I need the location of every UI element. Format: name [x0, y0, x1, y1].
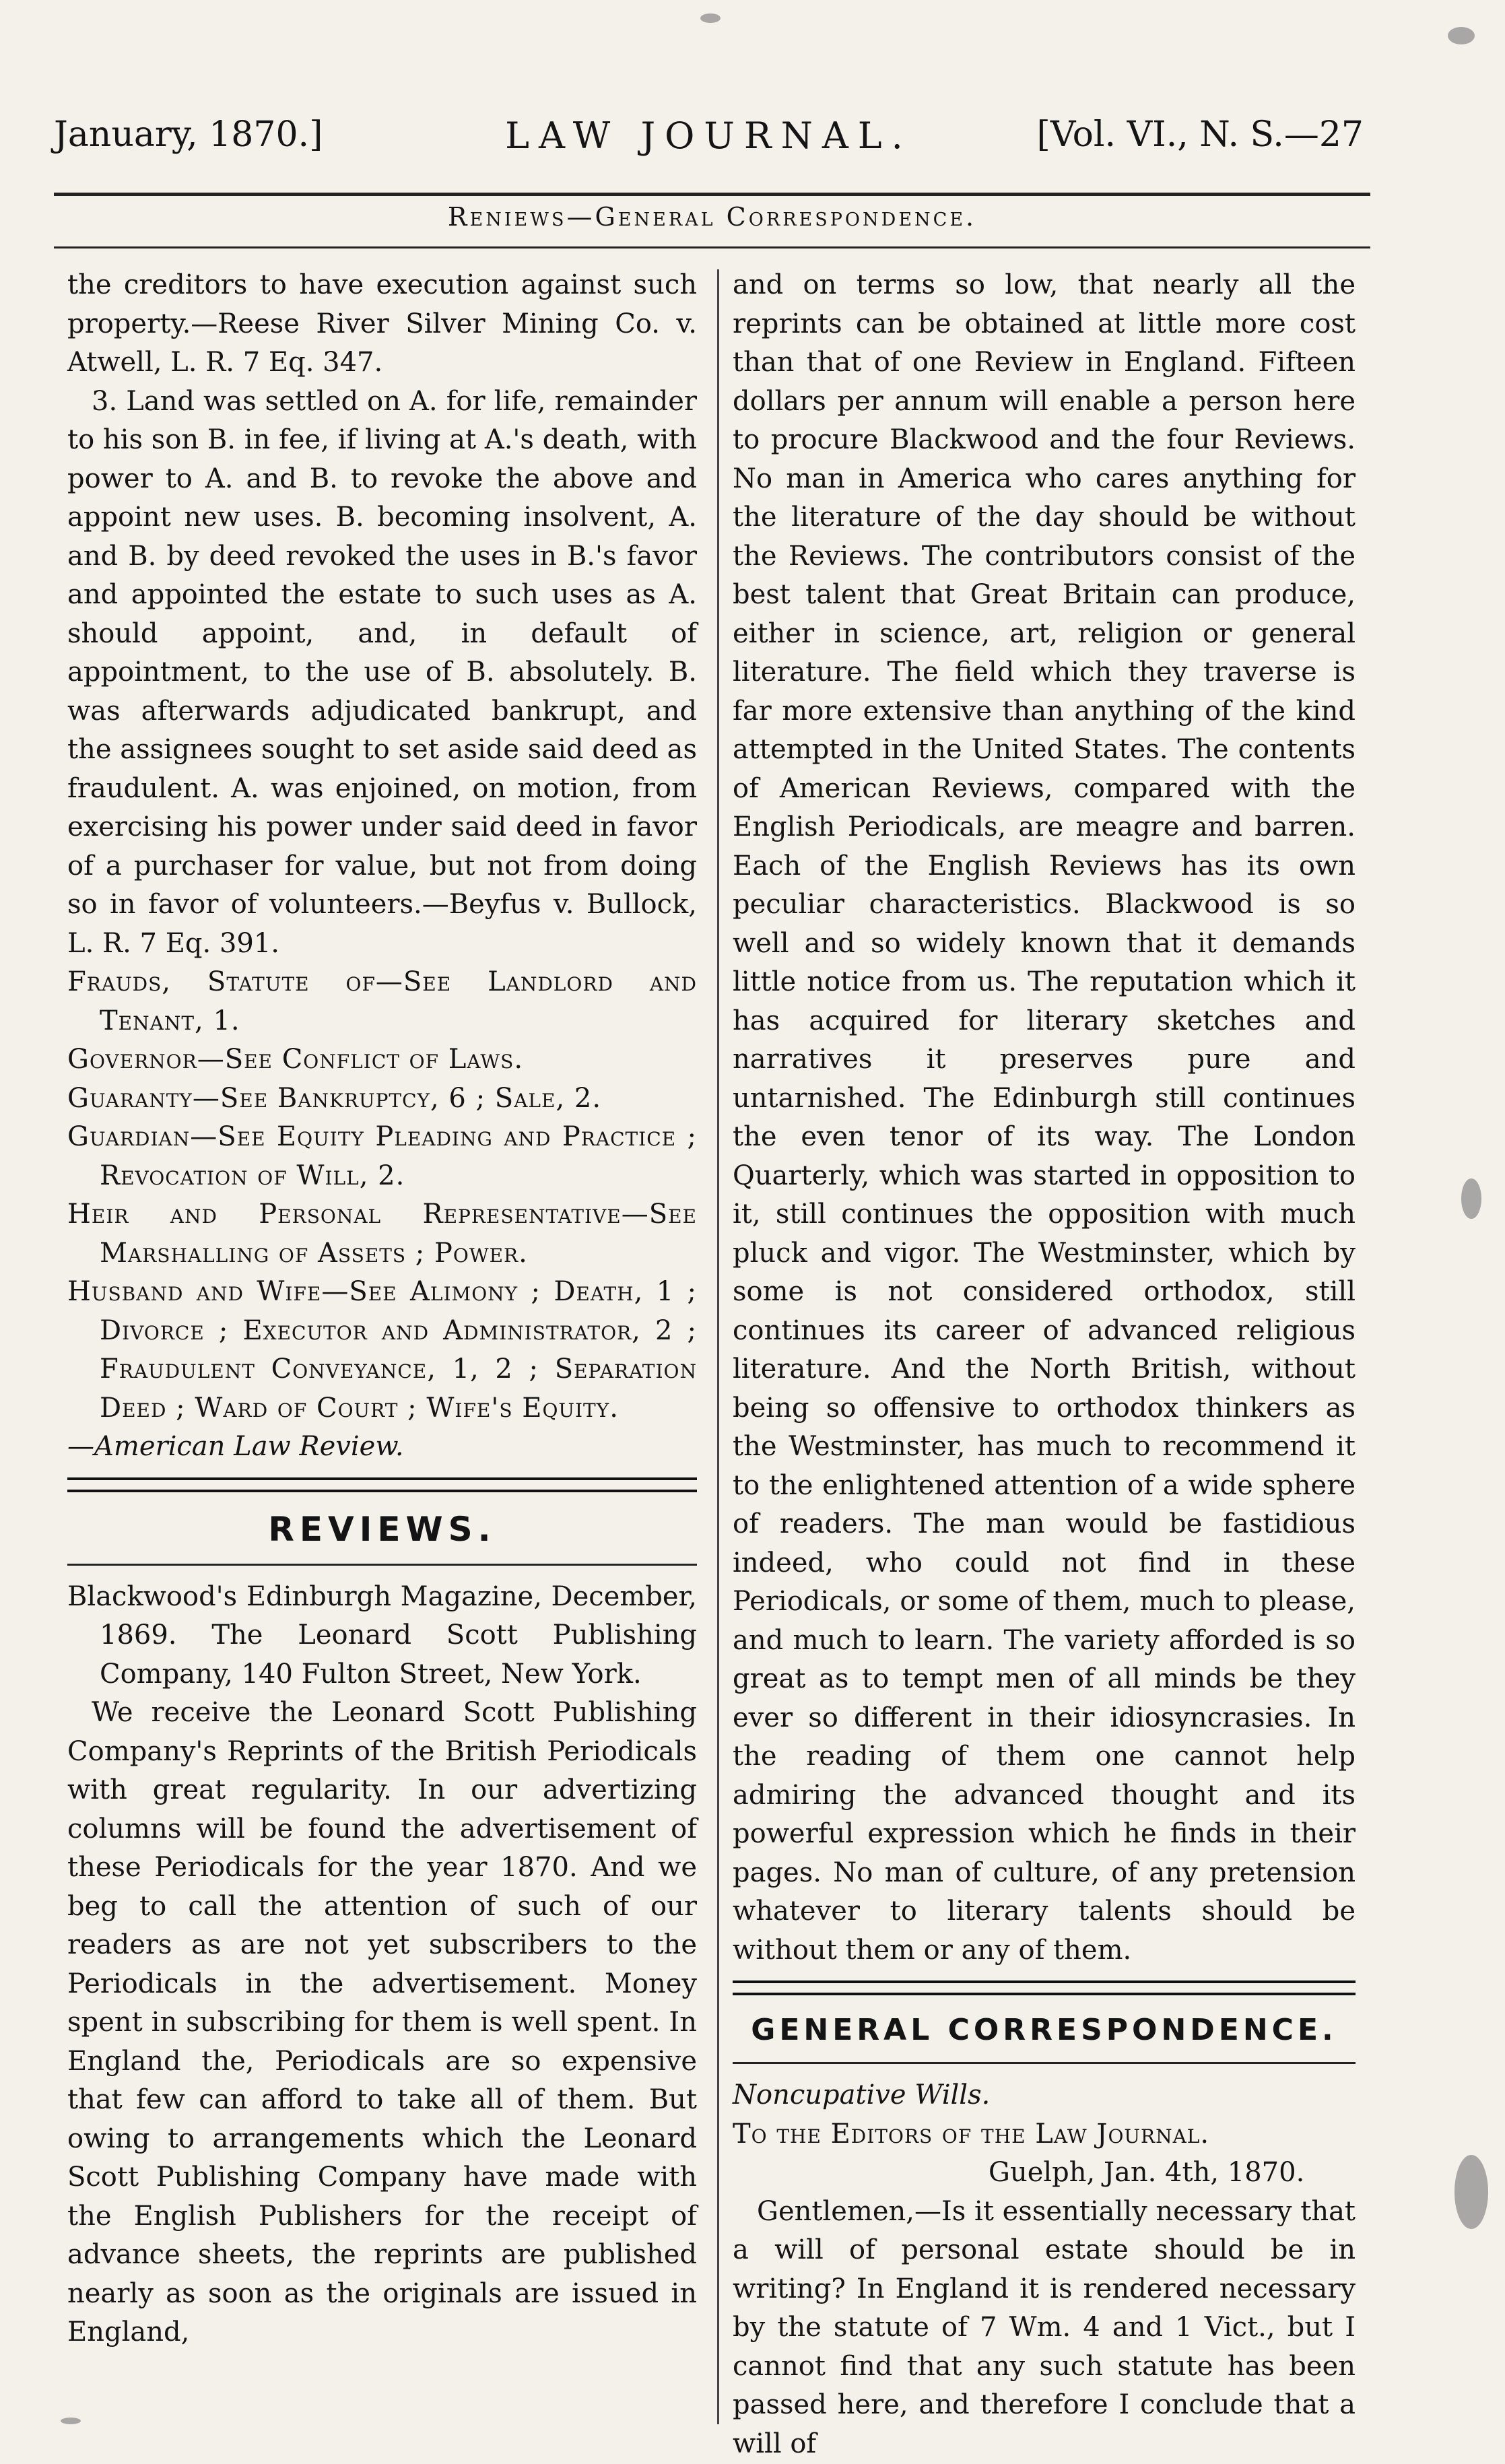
column-divider	[717, 269, 719, 2424]
heading-rule	[67, 1564, 697, 1566]
scan-speck	[1454, 2155, 1488, 2229]
scan-speck	[700, 13, 721, 23]
scan-speck	[61, 2418, 81, 2424]
volume-number: [Vol. VI., N. S.—27	[1036, 114, 1364, 155]
running-header	[54, 114, 1364, 168]
index-entry: Husband and Wife—See Alimony ; Death, 1 ; Divorce ; Executor and Administrator, 2 ; Fraudulent Conveyance, 1, 2 ; Separation Deed ; Ward of Court ; Wife's Equity.	[67, 1276, 697, 1424]
index-entry: Heir and Personal Representative—See Marshalling of Assets ; Power.	[67, 1199, 697, 1269]
review-continuation: and on terms so low, that nearly all the reprints can be obtained at little more cost than that of one Review in England. Fifteen dollars per annum will enable a person here to procure Blackwood and the four Reviews. No man in America who cares anything for the literature of the day should be without the Reviews. The contributors consist of the best talent that Great Britain can produce, either in science, art, religion or general literature. The field which they traverse is far more extensive than anything of the kind attempted in the United States. The contents of American Reviews, compared with the English Periodicals, are meagre and barren. Each of the English Reviews has its own peculiar characteristics. Blackwood is so well and so widely known that it demands little notice from us. The reputation which it has acquired for literary sketches and narratives it preserves pure and untarnished. The Edinburgh still continues the even tenor of its way. The London Quarterly, which was started in opposition to it, still continues the opposition with much pluck and vigor. The Westminster, which by some is not considered orthodox, still continues its career of advanced religious literature. And the North British, without being so offensive to orthodox thinkers as the Westminster, has much to recommend it to the enlightened attention of a wide sphere of readers. The man would be fastidious indeed, who could not find in these Periodicals, or some of them, much to please, and much to learn. The variety afforded is so great as to tempt men of all minds be they ever so different in their idiosyncrasies. In the reading of them one cannot help admiring the advanced thought and its powerful expression which he finds in their pages. No man of culture, of any pretension whatever to literary talents should be without them or any of them.	[733, 269, 1356, 1966]
index-entry: Governor—See Conflict of Laws.	[67, 1044, 524, 1075]
index-entry: Guardian—See Equity Pleading and Practice ; Revocation of Will, 2.	[67, 1121, 697, 1191]
case-note-1: the creditors to have execution against such property.—Reese River Silver Mining Co. v. Atwell, L. R. 7 Eq. 347.	[67, 269, 697, 378]
letter-place-date: Guelph, Jan. 4th, 1870.	[989, 2157, 1305, 2188]
scan-speck	[1461, 1178, 1481, 1219]
heading-rule	[733, 2062, 1356, 2064]
review-title: Blackwood's Edinburgh Magazine, December, 1869. The Leonard Scott Publishing Company, 140 Fulton Street, New York.	[67, 1580, 697, 1690]
section-rule	[54, 246, 1370, 248]
review-body: We receive the Leonard Scott Publishing Company's Reprints of the British Periodicals with great regularity. In our advertizing columns will be found the advertisement of these Periodicals for the year 1870. And we beg to call the attention of such of our readers as are not yet subscribers to the Periodicals in the advertisement. Money spent in subscribing for them is well spent. In England the, Periodicals are so expensive that few can afford to take all of them. But owing to arrangements which the Leonard Scott Publishing Company have made with the English Publishers for the receipt of advance sheets, the reprints are published nearly as soon as the originals are issued in England,	[67, 1697, 697, 2348]
letter-body: Gentlemen,—Is it essentially necessary that a will of personal estate should be in writing? In England it is rendered necessary by the statute of 7 Wm. 4 and 1 Vict., but I cannot find that any such statute has been passed here, and therefore I conclude that a will of	[733, 2195, 1356, 2459]
source-credit: —American Law Review.	[67, 1431, 404, 1462]
reviews-heading: REVIEWS.	[268, 1509, 496, 1549]
scan-speck	[1448, 27, 1475, 44]
double-rule	[733, 1980, 1356, 1995]
header-date: January, 1870.]	[54, 114, 323, 155]
index-entry: Guaranty—See Bankruptcy, 6 ; Sale, 2.	[67, 1082, 602, 1114]
double-rule	[67, 1477, 697, 1492]
index-entry: Frauds, Statute of—See Landlord and Tenant, 1.	[67, 966, 697, 1036]
letter-addressee: To the Editors of the Law Journal.	[733, 2118, 1210, 2150]
letter-title: Noncupative Wills.	[733, 2079, 991, 2110]
left-column	[67, 266, 697, 2352]
right-column	[733, 266, 1356, 2463]
case-note-3: 3. Land was settled on A. for life, remainder to his son B. in fee, if living at A.'s death, with power to A. and B. to revoke the above and appoint new uses. B. becoming insolvent, A. and B. by deed revoked the uses in B.'s favor and appointed the estate to such uses as A. should appoint, and, in default of appointment, to the use of B. absolutely. B. was afterwards adjudicated bankrupt, and the assignees sought to set aside said deed as fraudulent. A. was enjoined, on motion, from exercising his power under said deed in favor of a purchaser for value, but not from doing so in favor of volunteers.—Beyfus v. Bullock, L. R. 7 Eq. 391.	[67, 385, 697, 959]
section-title: Reniews—General Correspondence.	[447, 202, 977, 232]
general-correspondence-heading: GENERAL CORRESPONDENCE.	[751, 2013, 1337, 2047]
journal-title: LAW JOURNAL.	[505, 114, 912, 157]
header-rule	[54, 193, 1370, 196]
